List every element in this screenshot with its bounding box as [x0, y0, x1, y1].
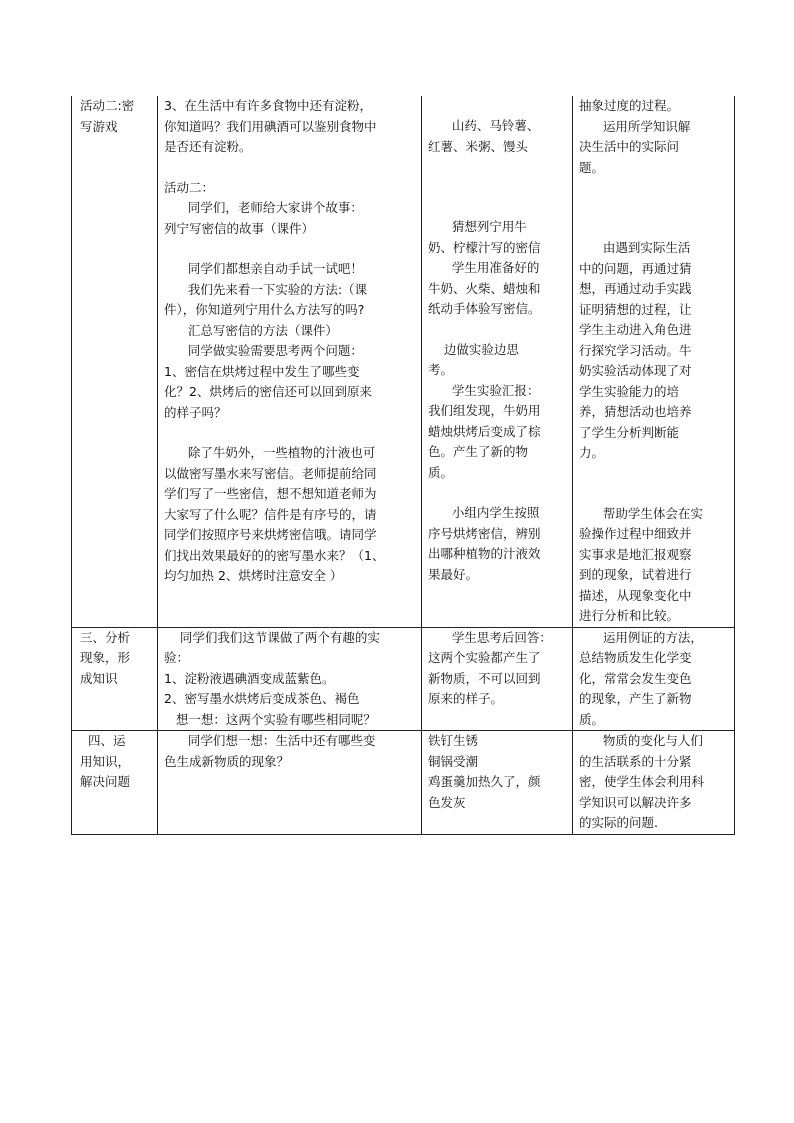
text-line: 果最好。 [428, 566, 479, 582]
text-line: 帮助学生体会在实 [579, 505, 703, 521]
text-line: 原来的样子。 [428, 691, 504, 706]
text-line: 物质的变化与人们 [579, 733, 703, 748]
text-line: 质。 [428, 464, 454, 480]
text-line: 考。 [428, 362, 454, 377]
text-line: 是否还有淀粉。 [164, 139, 252, 154]
text-line: 描述，从现象变化中 [579, 587, 692, 603]
text-line [579, 198, 731, 218]
text-line: 总结物质发生化学变 [579, 650, 692, 665]
text-line: 行探究学习活动。牛 [579, 342, 692, 358]
phase-line: 四、运 [80, 733, 126, 748]
text-line: 运用例证的方法， [579, 629, 703, 645]
text-line: 学生用准备好的 [428, 260, 540, 275]
text-line: 奶、柠檬汁写的密信 [428, 239, 541, 255]
text-line: 山药、马铃薯、 [428, 118, 540, 133]
phase-line: 现象，形 [80, 650, 131, 665]
phase-line: 成知识 [80, 670, 118, 686]
text-line: 了学生分析判断能 [579, 424, 680, 440]
text-line: 同学们想一想：生活中还有哪些变 [164, 733, 376, 748]
text-line: 到的现象，试着进行 [579, 567, 692, 582]
text-line: 质。 [579, 711, 605, 727]
text-line: 力。 [579, 445, 605, 460]
text-line: 验： [164, 650, 190, 665]
text-line [428, 177, 569, 197]
text-line: 中的问题，再通过猜 [579, 260, 692, 276]
text-line: 同学们我们这节课做了两个有趣的实 [164, 629, 380, 645]
phase-line: 写游戏 [80, 118, 118, 134]
text-line: 化？2、烘烤后的密信还可以回到原来 [164, 384, 372, 399]
text-line: 红薯、米粥、馒头 [428, 138, 529, 154]
text-line: 铜锅受潮 [428, 753, 479, 769]
text-line: 活动二： [164, 179, 215, 195]
phase-cell [72, 96, 158, 627]
text-line: 均匀加热 2、烘烤时注意安全 ） [164, 568, 343, 583]
text-line [428, 197, 569, 217]
text-line [579, 178, 731, 198]
text-line: 验操作过程中细致并 [579, 526, 692, 541]
text-line [428, 483, 569, 503]
text-line: 3、在生活中有许多食物中还有淀粉， [164, 98, 372, 113]
text-line: 化，常常会发生变色 [579, 670, 692, 686]
table-row [72, 731, 735, 835]
text-line: 奶实验活动体现了对 [579, 363, 692, 378]
text-line [579, 484, 731, 504]
text-line: 除了牛奶外，一些植物的汁液也可 [164, 445, 376, 460]
student-activity-cell [422, 627, 573, 731]
text-line: 同学们，老师给大家讲个故事： [164, 200, 363, 215]
text-line: 出哪种植物的汁液效 [428, 546, 541, 561]
text-line: 的实际的问题. [579, 815, 658, 830]
text-line: 边做实验边思 [428, 341, 519, 357]
text-line: 色发灰 [428, 794, 466, 810]
text-line [164, 239, 418, 259]
text-line: 证明猜想的过程，让 [579, 301, 692, 317]
text-line: 题。 [579, 159, 605, 175]
text-line: 学们写了一些密信，想不想知道老师为 [164, 486, 377, 501]
text-line: 色。产生了新的物 [428, 444, 529, 459]
phase-line: 用知识， [80, 753, 131, 769]
phase-cell [72, 731, 158, 835]
text-line [579, 218, 731, 238]
text-line: 的现象，产生了新物 [579, 691, 692, 706]
text-line: 由遇到实际生活 [579, 240, 691, 255]
text-line [428, 96, 569, 116]
text-line: 想，再通过动手实践 [579, 281, 692, 296]
text-line: 想一想：这两个实验有哪些相同呢？ [164, 711, 376, 727]
table-row [72, 627, 735, 731]
text-line [164, 423, 418, 443]
text-line: 以做密写墨水来写密信。老师提前给同 [164, 465, 377, 481]
text-line: 我们组发现，牛奶用 [428, 403, 541, 418]
text-line: 的生活联系的十分紧 [579, 753, 692, 769]
text-line: 同学们按照序号来烘烤密信哦。请同学 [164, 527, 377, 542]
text-line: 新物质，不可以回到 [428, 670, 541, 686]
text-line: 抽象过度的过程。 [579, 98, 680, 113]
teacher-activity-cell [158, 96, 422, 627]
teacher-activity-cell [158, 731, 422, 835]
text-line [164, 158, 418, 178]
text-line: 1、淀粉液遇碘酒变成蓝紫色。 [164, 670, 335, 686]
text-line: 们找出效果最好的的密写墨水来？（1、 [164, 547, 385, 563]
student-activity-cell [422, 731, 573, 835]
design-intent-cell [573, 627, 735, 731]
text-line: 决生活中的实际问 [579, 139, 680, 154]
text-line: 的样子吗？ [164, 404, 227, 420]
text-line: 同学做实验需要思考两个问题： [164, 343, 363, 358]
text-line: 汇总写密信的方法（课件） [164, 322, 338, 338]
text-line: 蜡烛烘烤后变成了棕 [428, 423, 541, 439]
text-line: 进行分析和比较。 [579, 608, 680, 623]
phase-cell [72, 627, 158, 731]
text-line: 大家写了什么呢？信件是有序号的，请 [164, 506, 377, 522]
text-line: 实事求是地汇报观察 [579, 546, 692, 562]
text-line: 1、密信在烘烤过程中发生了哪些变 [164, 363, 360, 379]
text-line: 鸡蛋羹加热久了，颜 [428, 774, 541, 789]
text-line: 这两个实验都产生了 [428, 650, 541, 665]
text-line: 运用所学知识解 [579, 118, 691, 134]
text-line: 学生思考后回答： [428, 629, 552, 645]
text-line: 2、密写墨水烘烤后变成茶色、褐色 [164, 691, 360, 706]
text-line: 你知道吗？我们用碘酒可以鉴别食物中 [164, 118, 377, 134]
text-line: 密，使学生体会利用科 [579, 774, 705, 789]
teacher-activity-cell [158, 627, 422, 731]
text-line: 学生实验能力的培 [579, 383, 680, 399]
text-line: 养，猜想活动也培养 [579, 404, 692, 419]
table-row [72, 96, 735, 627]
text-line: 铁钉生锈 [428, 733, 479, 748]
text-line: 学生主动进入角色进 [579, 322, 692, 337]
text-line: 色生成新物质的现象？ [164, 753, 290, 769]
text-line: 我们先来看一下实验的方法:（课 [164, 281, 368, 297]
lesson-plan-table [71, 96, 735, 835]
text-line: 小组内学生按照 [428, 505, 540, 520]
phase-line: 活动二:密 [80, 98, 135, 113]
text-line: 序号烘烤密信，辨别 [428, 525, 541, 541]
phase-line: 三、分析 [80, 629, 131, 645]
text-line: 牛奶、火柴、蜡烛和 [428, 280, 541, 296]
text-line: 纸动手体验写密信。 [428, 301, 541, 316]
text-line: 件），你知道列宁用什么方法写的吗? [164, 302, 365, 317]
text-line: 同学们都想亲自动手试一试吧！ [164, 261, 363, 276]
text-line [428, 320, 569, 340]
text-line: 学生实验汇报： [428, 382, 540, 398]
phase-line: 解决问题 [80, 774, 131, 789]
text-line: 学知识可以解决许多 [579, 794, 692, 810]
design-intent-cell [573, 96, 735, 627]
text-line [579, 464, 731, 484]
text-line: 列宁写密信的故事（课件） [164, 220, 315, 236]
text-line: 猜想列宁用牛 [428, 219, 527, 234]
text-line [428, 157, 569, 177]
student-activity-cell [422, 96, 573, 627]
design-intent-cell [573, 731, 735, 835]
